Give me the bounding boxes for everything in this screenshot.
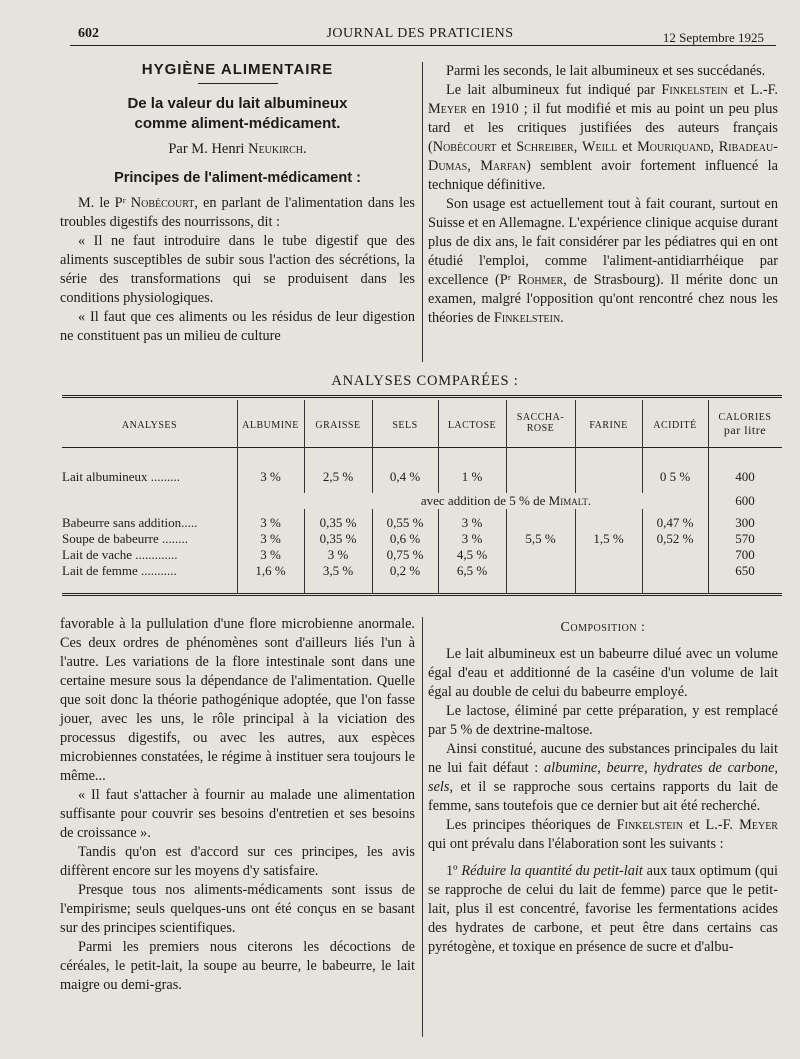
table-title: ANALYSES COMPARÉES :	[331, 373, 519, 389]
section-title-rule	[198, 83, 278, 84]
text-run: qui ont prévalu dans l'élaboration sont les suivants :	[428, 836, 724, 852]
cell-albumine: 3 %	[260, 515, 281, 530]
page-number: 602	[78, 26, 99, 41]
text-run: M. le Pʳ	[78, 195, 131, 211]
th-calories	[708, 412, 782, 438]
composition-heading: Composition :	[560, 620, 646, 635]
text-run: et L.-F.	[682, 817, 740, 833]
cell-farine: 1,5 %	[593, 531, 624, 546]
cell-acidite: 0,47 %	[656, 515, 694, 530]
emphasis: albumine, beurre, hydrates de carbone, sels,	[428, 760, 778, 795]
author-ref: Marfan	[480, 158, 527, 174]
text-run: ) semblent avoir fortement influencé la technique définitive.	[428, 158, 778, 193]
cell-albumine: 3 %	[260, 547, 281, 562]
paragraph: Tandis qu'on est d'accord sur ces principes, les avis diffèrent encore sur les moyens d'y satisfaire.	[60, 844, 415, 879]
paragraph	[428, 195, 778, 328]
cell-calories: 600	[735, 493, 755, 508]
paragraph: Le lait albumineux est un babeurre dilué avec un volume égal d'eau et additionné de la caséine d'un volume de lait égal au double de celui du babeurre employé.	[428, 646, 778, 700]
th-calories-line-1: CALORIES	[718, 412, 772, 423]
paragraph: « Il faut s'attacher à fournir au malade une alimentation suffisante pour couvrir ses besoins d'entretien et ses besoins de croissance ».	[60, 787, 415, 841]
emphasis: Réduire la quantité du petit-lait	[461, 863, 643, 879]
text-run: , en parlant de l'alimentation dans les troubles digestifs des nourrissons, dit :	[60, 195, 415, 230]
paragraph: favorable à la pullulation d'une flore microbienne anormale. Ces deux ordres de phénomènes sont d'ailleurs liés l'un à l'autre. Les variations de la flore intestinale sont dans une certaine mesure sous la dépendance de l'alimentation. Quelle que soit donc la théorie pathogénique adoptée, que l'on fasse jouer, avec les uns, le rôle principal à la viciation des processus digestifs, ou avec les autres, aux espèces microbiennes constatées, le régime à instituer sera toujours le même...	[60, 616, 415, 784]
text-run: aux taux optimum (qui se rapproche de celui du lait de femme) parce que le petit-lait, plus il est concentré, favorise les fermentations acides des hydrates de carbone, et peut être dans certains cas pyrétogène, et toxique en présence de sucre et d'albu-	[428, 863, 778, 955]
author-ref: Nobécourt	[432, 139, 497, 155]
bottom-right-column	[428, 618, 778, 957]
cell-acidite: 0 5 %	[659, 469, 691, 484]
th-albumine: ALBUMINE	[242, 420, 299, 431]
paragraph	[428, 740, 778, 816]
text-run: et	[496, 139, 517, 155]
cell-lactose: 3 %	[461, 531, 483, 546]
cell-calories: 300	[735, 515, 755, 530]
cell-graisse: 3 %	[327, 547, 349, 562]
author-ref: Weill	[582, 139, 618, 155]
author-ref: Meyer	[428, 101, 467, 117]
text-run: Le lait albumineux fut indiqué par	[446, 82, 662, 98]
cell-lactose: 3 %	[461, 515, 483, 530]
paragraph	[60, 194, 415, 232]
text-run: en 1910 ; il fut modifié et mis au point un peu plus tard et les critiques justifiées des auteurs français (	[428, 101, 778, 155]
row-name: Soupe de babeurre ........	[62, 531, 188, 546]
cell-albumine: 3 %	[260, 469, 281, 484]
table-top-rule	[62, 395, 782, 402]
th-saccharose-line-1: SACCHA-	[516, 412, 565, 423]
cell-graisse: 3,5 %	[322, 563, 354, 578]
text-run: ,	[573, 139, 583, 155]
th-saccharose	[506, 412, 575, 434]
author-ref: Finkelstein	[661, 82, 728, 98]
author-ref: Mouriquand	[637, 139, 711, 155]
row-name: Lait albumineux .........	[62, 469, 181, 484]
cell-calories: 400	[735, 469, 755, 484]
cell-sels: 0,55 %	[386, 515, 424, 530]
cell-calories: 650	[735, 563, 755, 578]
text-run: Les principes théoriques de	[446, 817, 617, 833]
text-run: Ainsi constitué, aucune des substances principales du lait ne lui fait défaut :	[428, 741, 778, 776]
article-title-line-2: comme aliment-médicament.	[134, 115, 341, 132]
cell-calories: 570	[735, 531, 755, 546]
cell-acidite: 0,52 %	[656, 531, 694, 546]
th-graisse: GRAISSE	[315, 420, 361, 431]
table-bottom-rule	[62, 593, 782, 600]
cell-lactose: 6,5 %	[456, 563, 488, 578]
author-name: Neukirch.	[248, 141, 307, 157]
th-sels: SELS	[392, 420, 418, 431]
journal-title: JOURNAL DES PRATICIENS	[326, 26, 514, 41]
text-run: ,	[467, 158, 481, 174]
list-number: 1º	[446, 863, 462, 879]
cell-sels: 0,6 %	[389, 531, 421, 546]
paragraph: « Il ne faut introduire dans le tube digestif que des aliments susceptibles de subir sous l'action des sécrétions, la série des transformations qui se produisent dans les conditions physiologiques.	[60, 233, 415, 306]
cell-graisse: 0,35 %	[319, 515, 357, 530]
paragraph: « Il faut que ces aliments ou les résidus de leur digestion ne constituent pas un milieu de culture	[60, 309, 415, 344]
byline-prefix: Par M. Henri	[168, 141, 249, 157]
cell-saccharose: 5,5 %	[525, 531, 556, 546]
text-run: et il se rapproche sous certains rapports du lait de femme, sans toutefois que ce dernier but ait été recherché.	[428, 779, 778, 814]
table-header-rule	[62, 447, 782, 448]
author-ref: Finkelstein	[616, 817, 683, 833]
author-ref: Schreiber	[516, 139, 574, 155]
cell-sels: 0,75 %	[386, 547, 424, 562]
analyses-table	[62, 395, 782, 600]
cell-calories: 700	[735, 547, 755, 562]
th-lactose: LACTOSE	[447, 420, 497, 431]
top-right-column	[428, 62, 778, 328]
author-ref: Ribadeau-Dumas	[428, 139, 779, 174]
paragraph	[428, 816, 778, 854]
paragraph: Parmi les premiers nous citerons les décoctions de céréales, le petit-lait, la soupe au beurre, le babeurre, le lait maigre ou demi-gras.	[60, 939, 415, 993]
paragraph: Parmi les seconds, le lait albumineux et ses succédanés.	[446, 63, 766, 79]
author-ref: Meyer	[739, 817, 778, 833]
section-title: HYGIÈNE ALIMENTAIRE	[141, 61, 334, 78]
running-head	[70, 24, 770, 46]
cell-graisse: 2,5 %	[322, 469, 354, 484]
paragraph	[428, 81, 778, 195]
cell-lactose: 4,5 %	[456, 547, 488, 562]
article-title	[60, 94, 415, 134]
cell-graisse: 0,35 %	[319, 531, 357, 546]
text-run: et L.-F.	[727, 82, 778, 98]
subheading: Principes de l'aliment-médicament :	[114, 170, 361, 186]
row-name: Babeurre sans addition.....	[62, 515, 198, 530]
th-calories-line-2: par litre	[723, 423, 767, 437]
text-run: ,	[710, 139, 719, 155]
addition-note	[304, 493, 708, 509]
byline	[60, 140, 415, 159]
row-name: Lait de femme ...........	[62, 563, 177, 578]
cell-sels: 0,2 %	[389, 563, 421, 578]
issue-date: 12 Septembre 1925	[662, 30, 764, 45]
paragraph: Presque tous nos aliments-médicaments sont issus de l'empirisme; seuls quelques-uns ont été conçus en se basant sur des principes scientifiques.	[60, 882, 415, 936]
column-divider	[422, 62, 423, 362]
addition-product: Mimalt.	[548, 493, 592, 508]
top-left-column	[60, 60, 415, 346]
paragraph: Le lactose, éliminé par cette préparation, y est remplacé par 5 % de dextrine-maltose.	[428, 703, 778, 738]
header-rule	[70, 45, 776, 46]
text-run: et	[617, 139, 638, 155]
author-ref: Nobécourt	[130, 195, 195, 211]
author-ref: Rohmer	[517, 272, 564, 288]
addition-text: avec addition de 5 % de	[420, 493, 549, 508]
row-name: Lait de vache .............	[62, 547, 178, 562]
th-saccharose-line-2: ROSE	[526, 423, 555, 434]
th-acidite: ACIDITÉ	[653, 420, 697, 431]
bottom-left-column	[60, 615, 415, 995]
author-ref: Finkelstein.	[493, 310, 564, 326]
cell-albumine: 1,6 %	[255, 563, 286, 578]
column-divider	[422, 617, 423, 1037]
article-title-line-1: De la valeur du lait albumineux	[127, 95, 348, 112]
cell-sels: 0,4 %	[389, 469, 421, 484]
th-analyses: ANALYSES	[121, 420, 178, 431]
paragraph	[428, 862, 778, 957]
cell-albumine: 3 %	[260, 531, 281, 546]
text-run: , de Strasbourg). Il mérite donc un examen, malgré l'opposition qu'ont rencontré chez nous les théories de	[428, 272, 778, 326]
th-farine: FARINE	[589, 420, 628, 431]
cell-lactose: 1 %	[461, 469, 483, 484]
text-run: Son usage est actuellement tout à fait courant, surtout en Suisse et en Allemagne. L'expérience clinique acquise durant plus de dix ans, le fait considérer par les pédiatres qui en ont étudié l'emploi, comme l'aliment-antidiarrhéique par excellence (Pʳ	[428, 196, 778, 288]
